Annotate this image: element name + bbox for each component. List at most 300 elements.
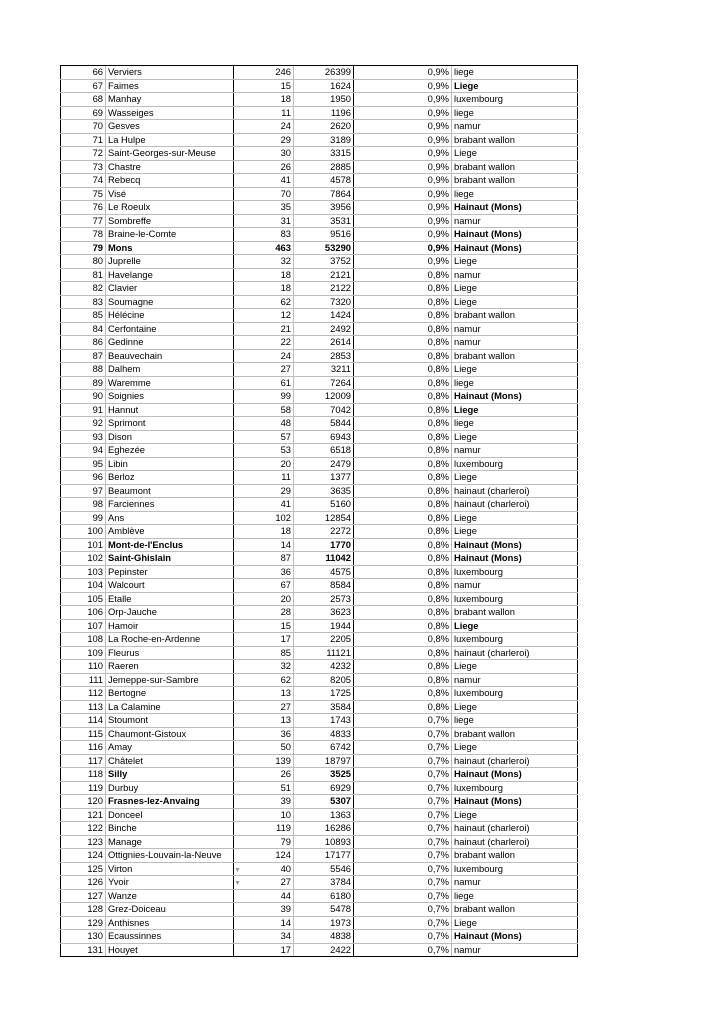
province-cell[interactable]: brabant wallon (452, 903, 578, 917)
count-cell[interactable]: 29 (234, 133, 294, 147)
population-cell[interactable]: 17177 (294, 849, 354, 863)
population-cell[interactable]: 1196 (294, 106, 354, 120)
count-cell[interactable]: 48 (234, 417, 294, 431)
percentage-cell[interactable]: 0,8% (354, 498, 452, 512)
percentage-cell[interactable]: 0,8% (354, 403, 452, 417)
count-cell[interactable]: 30 (234, 147, 294, 161)
rank-cell[interactable]: 120 (61, 795, 106, 809)
percentage-cell[interactable]: 0,7% (354, 835, 452, 849)
province-cell[interactable]: Liege (452, 511, 578, 525)
population-cell[interactable]: 2573 (294, 592, 354, 606)
percentage-cell[interactable]: 0,7% (354, 916, 452, 930)
percentage-cell[interactable]: 0,8% (354, 295, 452, 309)
count-cell[interactable]: 12 (234, 309, 294, 323)
rank-cell[interactable]: 111 (61, 673, 106, 687)
municipality-cell[interactable]: Rebecq (106, 174, 234, 188)
population-cell[interactable]: 7864 (294, 187, 354, 201)
count-cell[interactable]: 27 (234, 876, 294, 890)
population-cell[interactable]: 1424 (294, 309, 354, 323)
province-cell[interactable]: Liege (452, 282, 578, 296)
province-cell[interactable]: hainaut (charleroi) (452, 835, 578, 849)
municipality-cell[interactable]: Juprelle (106, 255, 234, 269)
municipality-cell[interactable]: Sombreffe (106, 214, 234, 228)
count-cell[interactable]: 21 (234, 322, 294, 336)
rank-cell[interactable]: 89 (61, 376, 106, 390)
province-cell[interactable]: Liege (452, 619, 578, 633)
population-cell[interactable]: 16286 (294, 822, 354, 836)
province-cell[interactable]: Liege (452, 808, 578, 822)
count-cell[interactable]: 18 (234, 268, 294, 282)
count-cell[interactable]: 85 (234, 646, 294, 660)
municipality-cell[interactable]: Donceel (106, 808, 234, 822)
rank-cell[interactable]: 114 (61, 714, 106, 728)
province-cell[interactable]: Hainaut (Mons) (452, 552, 578, 566)
rank-cell[interactable]: 77 (61, 214, 106, 228)
population-cell[interactable]: 2614 (294, 336, 354, 350)
population-cell[interactable]: 2885 (294, 160, 354, 174)
province-cell[interactable]: Hainaut (Mons) (452, 228, 578, 242)
percentage-cell[interactable]: 0,9% (354, 201, 452, 215)
rank-cell[interactable]: 129 (61, 916, 106, 930)
count-cell[interactable]: 24 (234, 120, 294, 134)
municipality-cell[interactable]: Ans (106, 511, 234, 525)
province-cell[interactable]: namur (452, 673, 578, 687)
population-cell[interactable]: 4575 (294, 565, 354, 579)
population-cell[interactable]: 3531 (294, 214, 354, 228)
count-cell[interactable]: 50 (234, 741, 294, 755)
percentage-cell[interactable]: 0,7% (354, 754, 452, 768)
municipality-cell[interactable]: Manhay (106, 93, 234, 107)
population-cell[interactable]: 5478 (294, 903, 354, 917)
province-cell[interactable]: namur (452, 444, 578, 458)
population-cell[interactable]: 4232 (294, 660, 354, 674)
rank-cell[interactable]: 116 (61, 741, 106, 755)
population-cell[interactable]: 7264 (294, 376, 354, 390)
rank-cell[interactable]: 102 (61, 552, 106, 566)
count-cell[interactable]: 57 (234, 430, 294, 444)
percentage-cell[interactable]: 0,7% (354, 943, 452, 957)
count-cell[interactable]: 102 (234, 511, 294, 525)
municipality-cell[interactable]: Havelange (106, 268, 234, 282)
municipality-cell[interactable]: Sprimont (106, 417, 234, 431)
population-cell[interactable]: 7042 (294, 403, 354, 417)
municipality-cell[interactable]: Braine-le-Comte (106, 228, 234, 242)
municipality-cell[interactable]: Raeren (106, 660, 234, 674)
rank-cell[interactable]: 90 (61, 390, 106, 404)
percentage-cell[interactable]: 0,7% (354, 862, 452, 876)
province-cell[interactable]: brabant wallon (452, 160, 578, 174)
municipality-cell[interactable]: Manage (106, 835, 234, 849)
province-cell[interactable]: Hainaut (Mons) (452, 201, 578, 215)
count-cell[interactable]: 18 (234, 282, 294, 296)
count-cell[interactable]: 39 (234, 903, 294, 917)
percentage-cell[interactable]: 0,9% (354, 174, 452, 188)
rank-cell[interactable]: 84 (61, 322, 106, 336)
population-cell[interactable]: 2422 (294, 943, 354, 957)
municipality-cell[interactable]: Cerfontaine (106, 322, 234, 336)
rank-cell[interactable]: 83 (61, 295, 106, 309)
province-cell[interactable]: Hainaut (Mons) (452, 390, 578, 404)
province-cell[interactable]: namur (452, 943, 578, 957)
rank-cell[interactable]: 131 (61, 943, 106, 957)
rank-cell[interactable]: 123 (61, 835, 106, 849)
count-cell[interactable]: 17 (234, 943, 294, 957)
municipality-cell[interactable]: Grez-Doiceau (106, 903, 234, 917)
municipality-cell[interactable]: Saint-Georges-sur-Meuse (106, 147, 234, 161)
count-cell[interactable]: 62 (234, 673, 294, 687)
municipality-cell[interactable]: Silly (106, 768, 234, 782)
count-cell[interactable]: 15 (234, 79, 294, 93)
population-cell[interactable]: 10893 (294, 835, 354, 849)
province-cell[interactable]: luxembourg (452, 687, 578, 701)
count-cell[interactable]: 22 (234, 336, 294, 350)
municipality-cell[interactable]: Châtelet (106, 754, 234, 768)
municipality-cell[interactable]: Chastre (106, 160, 234, 174)
municipality-cell[interactable]: Farciennes (106, 498, 234, 512)
count-cell[interactable]: 11 (234, 106, 294, 120)
count-cell[interactable]: 246 (234, 66, 294, 80)
municipality-cell[interactable]: Faimes (106, 79, 234, 93)
rank-cell[interactable]: 112 (61, 687, 106, 701)
province-cell[interactable]: liege (452, 889, 578, 903)
rank-cell[interactable]: 79 (61, 241, 106, 255)
count-cell[interactable]: 62 (234, 295, 294, 309)
municipality-cell[interactable]: La Roche-en-Ardenne (106, 633, 234, 647)
rank-cell[interactable]: 81 (61, 268, 106, 282)
count-cell[interactable]: 124 (234, 849, 294, 863)
rank-cell[interactable]: 118 (61, 768, 106, 782)
province-cell[interactable]: brabant wallon (452, 133, 578, 147)
province-cell[interactable]: Hainaut (Mons) (452, 768, 578, 782)
rank-cell[interactable]: 117 (61, 754, 106, 768)
municipality-cell[interactable]: Mont-de-l'Enclus (106, 538, 234, 552)
population-cell[interactable]: 12009 (294, 390, 354, 404)
percentage-cell[interactable]: 0,8% (354, 552, 452, 566)
percentage-cell[interactable]: 0,8% (354, 700, 452, 714)
municipality-cell[interactable]: La Hulpe (106, 133, 234, 147)
municipality-cell[interactable]: Eghezée (106, 444, 234, 458)
municipality-cell[interactable]: Pepinster (106, 565, 234, 579)
municipality-cell[interactable]: Virton (106, 862, 234, 876)
rank-cell[interactable]: 107 (61, 619, 106, 633)
count-cell[interactable]: 32 (234, 255, 294, 269)
rank-cell[interactable]: 69 (61, 106, 106, 120)
percentage-cell[interactable]: 0,8% (354, 619, 452, 633)
rank-cell[interactable]: 74 (61, 174, 106, 188)
count-cell[interactable]: 20 (234, 592, 294, 606)
province-cell[interactable]: Liege (452, 430, 578, 444)
municipality-cell[interactable]: Dalhem (106, 363, 234, 377)
rank-cell[interactable]: 88 (61, 363, 106, 377)
population-cell[interactable]: 3584 (294, 700, 354, 714)
municipality-cell[interactable]: Wasseiges (106, 106, 234, 120)
rank-cell[interactable]: 80 (61, 255, 106, 269)
percentage-cell[interactable]: 0,9% (354, 147, 452, 161)
percentage-cell[interactable]: 0,8% (354, 579, 452, 593)
count-cell[interactable]: 27 (234, 363, 294, 377)
population-cell[interactable]: 12854 (294, 511, 354, 525)
population-cell[interactable]: 4838 (294, 930, 354, 944)
count-cell[interactable]: 13 (234, 714, 294, 728)
filter-dropdown-icon[interactable]: ▼ (234, 880, 241, 887)
province-cell[interactable]: luxembourg (452, 592, 578, 606)
province-cell[interactable]: Liege (452, 363, 578, 377)
population-cell[interactable]: 2479 (294, 457, 354, 471)
province-cell[interactable]: namur (452, 268, 578, 282)
municipality-cell[interactable]: Ottignies-Louvain-la-Neuve (106, 849, 234, 863)
percentage-cell[interactable]: 0,7% (354, 741, 452, 755)
municipality-cell[interactable]: Amay (106, 741, 234, 755)
municipality-cell[interactable]: Saint-Ghislain (106, 552, 234, 566)
province-cell[interactable]: liege (452, 376, 578, 390)
province-cell[interactable]: hainaut (charleroi) (452, 754, 578, 768)
count-cell[interactable]: 61 (234, 376, 294, 390)
percentage-cell[interactable]: 0,8% (354, 565, 452, 579)
rank-cell[interactable]: 67 (61, 79, 106, 93)
percentage-cell[interactable]: 0,8% (354, 457, 452, 471)
percentage-cell[interactable]: 0,8% (354, 484, 452, 498)
municipality-cell[interactable]: Durbuy (106, 781, 234, 795)
province-cell[interactable]: luxembourg (452, 633, 578, 647)
count-cell[interactable]: 35 (234, 201, 294, 215)
percentage-cell[interactable]: 0,8% (354, 592, 452, 606)
percentage-cell[interactable]: 0,7% (354, 714, 452, 728)
rank-cell[interactable]: 124 (61, 849, 106, 863)
municipality-cell[interactable]: Amblève (106, 525, 234, 539)
population-cell[interactable]: 5546 (294, 862, 354, 876)
population-cell[interactable]: 3956 (294, 201, 354, 215)
percentage-cell[interactable]: 0,9% (354, 160, 452, 174)
province-cell[interactable]: liege (452, 417, 578, 431)
count-cell[interactable]: 11 (234, 471, 294, 485)
province-cell[interactable]: liege (452, 66, 578, 80)
province-cell[interactable]: brabant wallon (452, 849, 578, 863)
percentage-cell[interactable]: 0,8% (354, 430, 452, 444)
population-cell[interactable]: 3635 (294, 484, 354, 498)
rank-cell[interactable]: 125 (61, 862, 106, 876)
population-cell[interactable]: 3189 (294, 133, 354, 147)
population-cell[interactable]: 1950 (294, 93, 354, 107)
population-cell[interactable]: 1725 (294, 687, 354, 701)
rank-cell[interactable]: 104 (61, 579, 106, 593)
population-cell[interactable]: 3752 (294, 255, 354, 269)
count-cell[interactable]: 87 (234, 552, 294, 566)
population-cell[interactable]: 8205 (294, 673, 354, 687)
count-cell[interactable]: 44 (234, 889, 294, 903)
count-cell[interactable]: 13 (234, 687, 294, 701)
count-cell[interactable]: 31 (234, 214, 294, 228)
population-cell[interactable]: 6518 (294, 444, 354, 458)
province-cell[interactable]: brabant wallon (452, 309, 578, 323)
percentage-cell[interactable]: 0,8% (354, 538, 452, 552)
percentage-cell[interactable]: 0,7% (354, 781, 452, 795)
municipality-cell[interactable]: Gedinne (106, 336, 234, 350)
rank-cell[interactable]: 115 (61, 727, 106, 741)
population-cell[interactable]: 2121 (294, 268, 354, 282)
province-cell[interactable]: brabant wallon (452, 174, 578, 188)
population-cell[interactable]: 3525 (294, 768, 354, 782)
population-cell[interactable]: 5844 (294, 417, 354, 431)
count-cell[interactable]: 34 (234, 930, 294, 944)
municipality-cell[interactable]: Fleurus (106, 646, 234, 660)
percentage-cell[interactable]: 0,8% (354, 349, 452, 363)
rank-cell[interactable]: 98 (61, 498, 106, 512)
province-cell[interactable]: Liege (452, 79, 578, 93)
rank-cell[interactable]: 70 (61, 120, 106, 134)
municipality-cell[interactable]: Hamoir (106, 619, 234, 633)
rank-cell[interactable]: 94 (61, 444, 106, 458)
province-cell[interactable]: namur (452, 120, 578, 134)
population-cell[interactable]: 3211 (294, 363, 354, 377)
province-cell[interactable]: liege (452, 714, 578, 728)
count-cell[interactable]: 17 (234, 633, 294, 647)
province-cell[interactable]: Liege (452, 525, 578, 539)
count-cell[interactable]: 20 (234, 457, 294, 471)
municipality-cell[interactable]: Waremme (106, 376, 234, 390)
population-cell[interactable]: 1377 (294, 471, 354, 485)
province-cell[interactable]: hainaut (charleroi) (452, 822, 578, 836)
population-cell[interactable]: 3315 (294, 147, 354, 161)
percentage-cell[interactable]: 0,8% (354, 417, 452, 431)
population-cell[interactable]: 9516 (294, 228, 354, 242)
municipality-cell[interactable]: Bertogne (106, 687, 234, 701)
population-cell[interactable]: 2205 (294, 633, 354, 647)
municipality-cell[interactable]: Anthisnes (106, 916, 234, 930)
percentage-cell[interactable]: 0,8% (354, 673, 452, 687)
rank-cell[interactable]: 113 (61, 700, 106, 714)
percentage-cell[interactable]: 0,9% (354, 79, 452, 93)
province-cell[interactable]: liege (452, 187, 578, 201)
rank-cell[interactable]: 103 (61, 565, 106, 579)
province-cell[interactable]: Hainaut (Mons) (452, 538, 578, 552)
population-cell[interactable]: 1743 (294, 714, 354, 728)
count-cell[interactable]: 41 (234, 498, 294, 512)
municipality-cell[interactable]: Ecaussinnes (106, 930, 234, 944)
population-cell[interactable]: 5160 (294, 498, 354, 512)
count-cell[interactable]: 29 (234, 484, 294, 498)
municipality-cell[interactable]: Orp-Jauche (106, 606, 234, 620)
count-cell[interactable]: 53 (234, 444, 294, 458)
population-cell[interactable]: 2122 (294, 282, 354, 296)
count-cell[interactable]: 40 (234, 862, 294, 876)
rank-cell[interactable]: 100 (61, 525, 106, 539)
province-cell[interactable]: Liege (452, 471, 578, 485)
province-cell[interactable]: namur (452, 579, 578, 593)
municipality-cell[interactable]: Berloz (106, 471, 234, 485)
percentage-cell[interactable]: 0,8% (354, 376, 452, 390)
count-cell[interactable]: 99 (234, 390, 294, 404)
count-cell[interactable]: 70 (234, 187, 294, 201)
municipality-cell[interactable]: Dison (106, 430, 234, 444)
province-cell[interactable]: Liege (452, 147, 578, 161)
municipality-cell[interactable]: Soumagne (106, 295, 234, 309)
count-cell[interactable]: 26 (234, 768, 294, 782)
rank-cell[interactable]: 122 (61, 822, 106, 836)
percentage-cell[interactable]: 0,7% (354, 849, 452, 863)
percentage-cell[interactable]: 0,8% (354, 309, 452, 323)
count-cell[interactable]: 27 (234, 700, 294, 714)
province-cell[interactable]: luxembourg (452, 565, 578, 579)
population-cell[interactable]: 4833 (294, 727, 354, 741)
count-cell[interactable]: 51 (234, 781, 294, 795)
rank-cell[interactable]: 66 (61, 66, 106, 80)
percentage-cell[interactable]: 0,7% (354, 768, 452, 782)
population-cell[interactable]: 2272 (294, 525, 354, 539)
province-cell[interactable]: Liege (452, 255, 578, 269)
percentage-cell[interactable]: 0,7% (354, 727, 452, 741)
rank-cell[interactable]: 128 (61, 903, 106, 917)
rank-cell[interactable]: 105 (61, 592, 106, 606)
province-cell[interactable]: namur (452, 876, 578, 890)
percentage-cell[interactable]: 0,7% (354, 930, 452, 944)
municipality-cell[interactable]: Gesves (106, 120, 234, 134)
rank-cell[interactable]: 92 (61, 417, 106, 431)
rank-cell[interactable]: 126 (61, 876, 106, 890)
count-cell[interactable]: 119 (234, 822, 294, 836)
percentage-cell[interactable]: 0,9% (354, 214, 452, 228)
count-cell[interactable]: 41 (234, 174, 294, 188)
population-cell[interactable]: 8584 (294, 579, 354, 593)
municipality-cell[interactable]: Wanze (106, 889, 234, 903)
population-cell[interactable]: 26399 (294, 66, 354, 80)
count-cell[interactable]: 10 (234, 808, 294, 822)
population-cell[interactable]: 2620 (294, 120, 354, 134)
percentage-cell[interactable]: 0,9% (354, 120, 452, 134)
province-cell[interactable]: Liege (452, 403, 578, 417)
population-cell[interactable]: 1363 (294, 808, 354, 822)
count-cell[interactable]: 32 (234, 660, 294, 674)
province-cell[interactable]: namur (452, 322, 578, 336)
rank-cell[interactable]: 95 (61, 457, 106, 471)
municipality-cell[interactable]: Beauvechain (106, 349, 234, 363)
municipality-cell[interactable]: Beaumont (106, 484, 234, 498)
municipality-cell[interactable]: Yvoir (106, 876, 234, 890)
province-cell[interactable]: hainaut (charleroi) (452, 646, 578, 660)
percentage-cell[interactable]: 0,9% (354, 187, 452, 201)
rank-cell[interactable]: 82 (61, 282, 106, 296)
percentage-cell[interactable]: 0,7% (354, 795, 452, 809)
municipality-cell[interactable]: Clavier (106, 282, 234, 296)
rank-cell[interactable]: 130 (61, 930, 106, 944)
count-cell[interactable]: 14 (234, 538, 294, 552)
rank-cell[interactable]: 106 (61, 606, 106, 620)
percentage-cell[interactable]: 0,9% (354, 241, 452, 255)
province-cell[interactable]: Liege (452, 916, 578, 930)
municipality-cell[interactable]: Hélécine (106, 309, 234, 323)
percentage-cell[interactable]: 0,8% (354, 660, 452, 674)
rank-cell[interactable]: 93 (61, 430, 106, 444)
municipality-cell[interactable]: Jemeppe-sur-Sambre (106, 673, 234, 687)
municipality-cell[interactable]: Chaumont-Gistoux (106, 727, 234, 741)
population-cell[interactable]: 53290 (294, 241, 354, 255)
population-cell[interactable]: 5307 (294, 795, 354, 809)
rank-cell[interactable]: 72 (61, 147, 106, 161)
percentage-cell[interactable]: 0,8% (354, 336, 452, 350)
province-cell[interactable]: namur (452, 214, 578, 228)
rank-cell[interactable]: 119 (61, 781, 106, 795)
rank-cell[interactable]: 78 (61, 228, 106, 242)
rank-cell[interactable]: 121 (61, 808, 106, 822)
population-cell[interactable]: 2492 (294, 322, 354, 336)
population-cell[interactable]: 2853 (294, 349, 354, 363)
rank-cell[interactable]: 101 (61, 538, 106, 552)
province-cell[interactable]: hainaut (charleroi) (452, 484, 578, 498)
municipality-cell[interactable]: La Calamine (106, 700, 234, 714)
percentage-cell[interactable]: 0,7% (354, 822, 452, 836)
count-cell[interactable]: 28 (234, 606, 294, 620)
rank-cell[interactable]: 97 (61, 484, 106, 498)
percentage-cell[interactable]: 0,7% (354, 903, 452, 917)
